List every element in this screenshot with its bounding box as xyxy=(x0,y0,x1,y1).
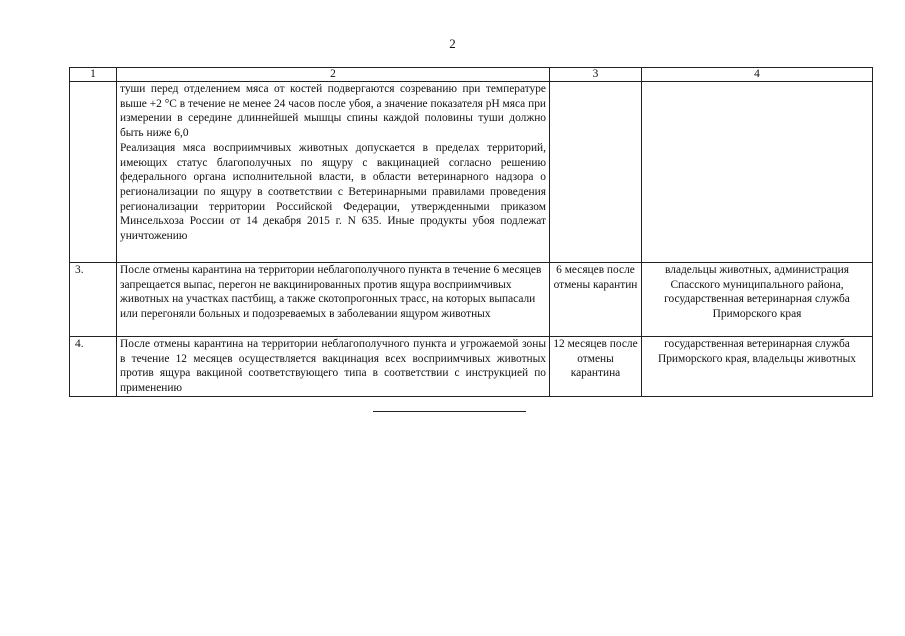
term-cell: 12 месяцев после отмены карантина xyxy=(550,337,642,397)
header-cell: 2 xyxy=(117,68,550,82)
header-cell: 4 xyxy=(642,68,873,82)
row-number xyxy=(70,82,117,263)
row-number: 3. xyxy=(70,263,117,337)
header-cell: 3 xyxy=(550,68,642,82)
term-cell: 6 месяцев после отмены карантин xyxy=(550,263,642,337)
measure-cell xyxy=(117,263,550,337)
measures-table xyxy=(69,67,873,397)
row-number: 4. xyxy=(70,337,117,397)
table-row xyxy=(70,337,873,397)
measure-cell xyxy=(117,82,550,263)
measure-paragraph: После отмены карантина на территории неблагополучного пункта и угрожаемой зоны в течение 12 месяцев осуществляется вакцинация всех восприимчивых животных против ящура вакциной соответствующего типа в соответствии с инструкцией по применению xyxy=(120,338,546,395)
page-number: 2 xyxy=(449,36,456,51)
measure-cell xyxy=(117,337,550,397)
responsible-cell: владельцы животных, администрация Спасского муниципального района, государственная ветеринарная служба Приморского края xyxy=(642,263,873,337)
responsible-cell: государственная ветеринарная служба Приморского края, владельцы животных xyxy=(642,337,873,397)
term-cell xyxy=(550,82,642,263)
measure-paragraph: туши перед отделением мяса от костей подвергаются созреванию при температуре выше +2 °С в течение не менее 24 часов после убоя, а значение показателя pH мяса при измерении в середине длиннейшей мышцы спины каждой половины туши должно быть ниже 6,0 xyxy=(120,83,546,140)
measure-paragraph: После отмены карантина на территории неблагополучного пункта в течение 6 месяцев запрещается выпас, перегон не вакцинированных против ящура восприимчивых животных на участках пастбищ, а также скотопрогонных трасс, на которых выпасали или перегоняли больных и подозреваемых в заболевании ящуром животных xyxy=(120,264,542,321)
end-separator-line xyxy=(373,411,526,412)
table-row xyxy=(70,263,873,337)
table-row xyxy=(70,82,873,263)
table-header-row xyxy=(70,68,873,82)
header-cell: 1 xyxy=(70,68,117,82)
measure-paragraph: Реализация мяса восприимчивых животных допускается в пределах территорий, имеющих статус благополучных по ящуру с вакцинацией согласно решению федерального органа исполнительной власти, в области ветеринарного надзора о регионализации по ящуру в соответствии с Ветеринарными правилами проведения регионализации территории Российской Федерации, утвержденными приказом Минсельхоза России от 14 декабря 2015 г. N 635. Иные продукты убоя подлежат уничтожению xyxy=(120,141,546,243)
responsible-cell xyxy=(642,82,873,263)
